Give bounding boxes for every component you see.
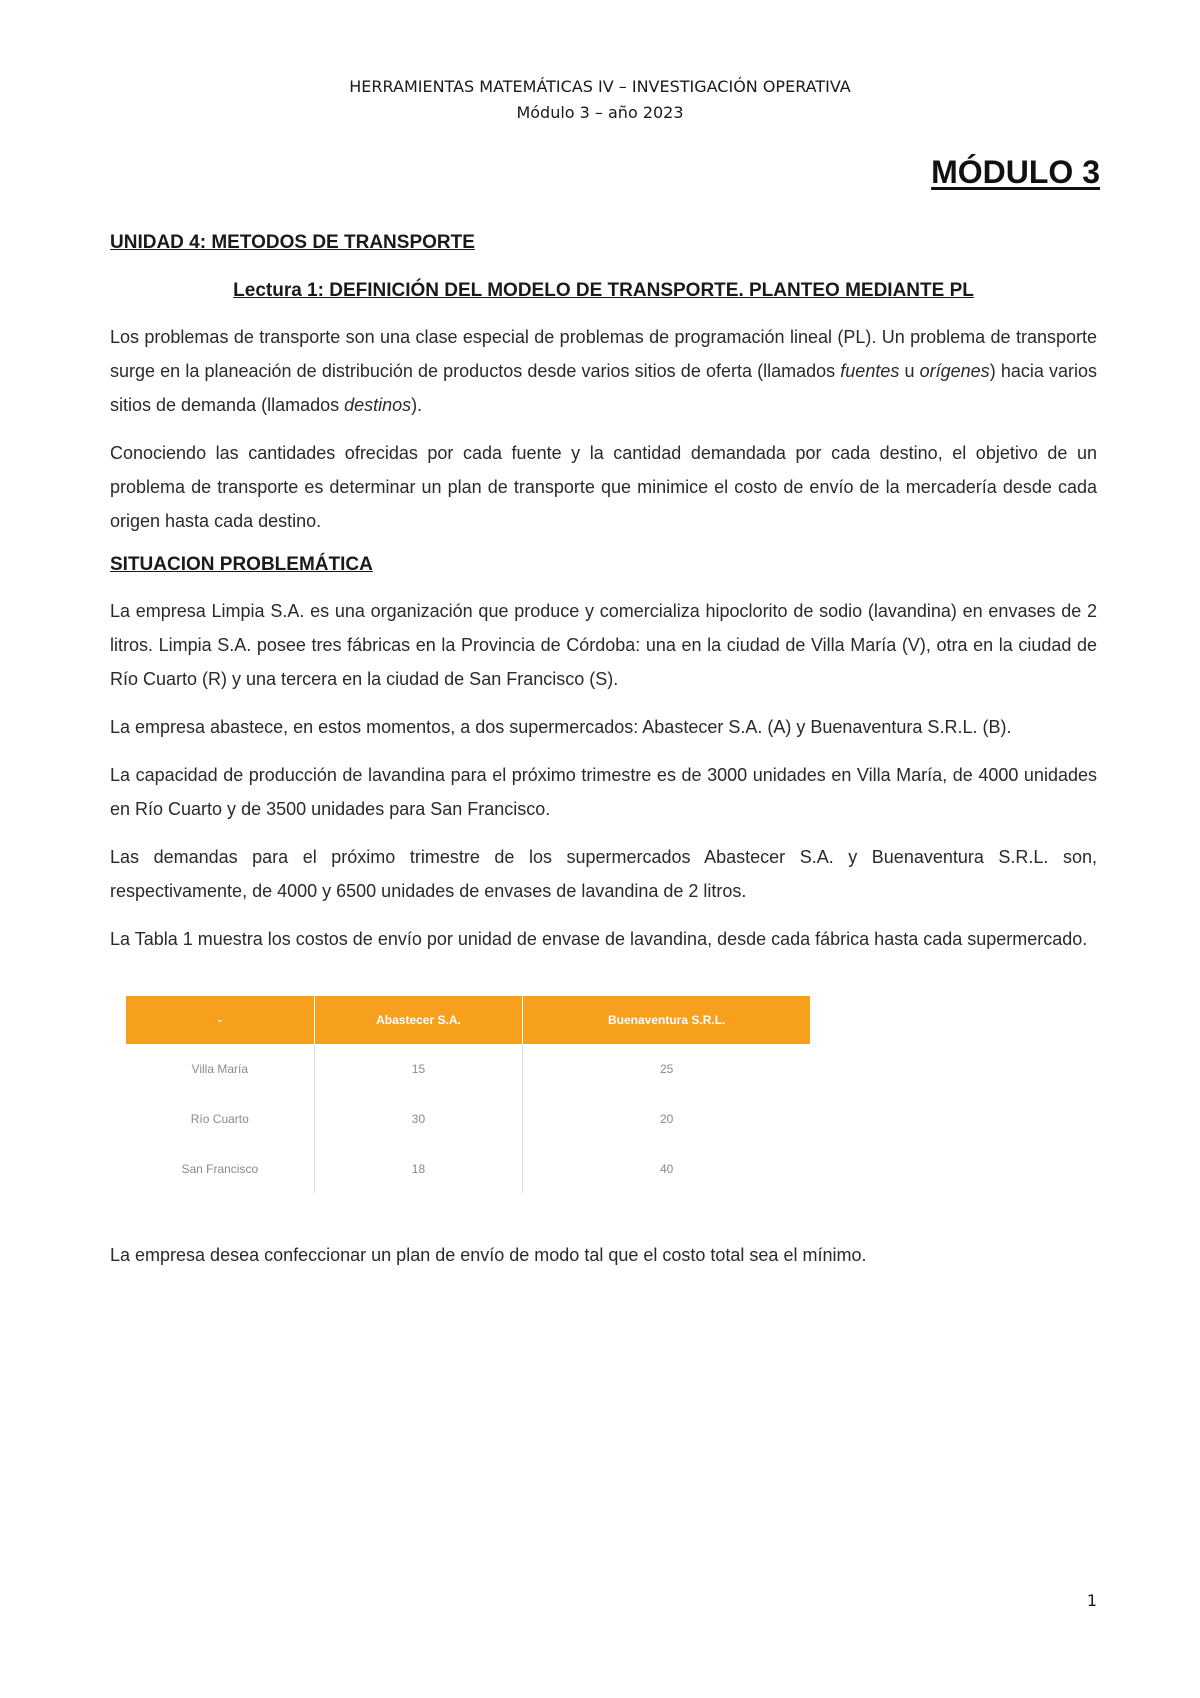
table-cell-origin: Río Cuarto xyxy=(126,1094,314,1144)
term-origenes: orígenes xyxy=(919,361,990,381)
table-header-corner: - xyxy=(126,996,314,1044)
table-cell-cost: 40 xyxy=(660,1162,674,1176)
term-fuentes: fuentes xyxy=(840,361,900,381)
table-cell-origin: San Francisco xyxy=(126,1144,314,1194)
closing-paragraph: La empresa desea confeccionar un plan de envío de modo tal que el costo total sea el mínimo. xyxy=(110,1245,867,1265)
table-cell-cost: 30 xyxy=(314,1094,523,1144)
document-body xyxy=(110,230,1097,1286)
table-header-abastecer: Abastecer S.A. xyxy=(314,996,523,1044)
table-cell-cost: 15 xyxy=(314,1044,523,1094)
table-row xyxy=(126,1044,810,1094)
situation-paragraph-4: Las demandas para el próximo trimestre de los supermercados Abastecer S.A. y Buenaventura S.R.L. son, respectivamente, de 4000 y 6500 unidades de envases de lavandina de 2 litros. xyxy=(110,847,1097,901)
situation-paragraph-2: La empresa abastece, en estos momentos, a dos supermercados: Abastecer S.A. (A) y Buenaventura S.R.L. (B). xyxy=(110,717,1012,737)
unit-title: UNIDAD 4: METODOS DE TRANSPORTE xyxy=(110,232,475,253)
table-header-row xyxy=(126,996,810,1044)
page-number: 1 xyxy=(1086,1591,1097,1610)
situation-title: SITUACION PROBLEMÁTICA xyxy=(110,554,373,575)
table-cell-origin: Villa María xyxy=(126,1044,314,1094)
table-cell-cost: 18 xyxy=(314,1144,523,1194)
header-course-title: HERRAMIENTAS MATEMÁTICAS IV – INVESTIGACIÓN OPERATIVA xyxy=(349,77,851,96)
situation-paragraph-5: La Tabla 1 muestra los costos de envío por unidad de envase de lavandina, desde cada fábrica hasta cada supermercado. xyxy=(110,929,1088,949)
module-title: MÓDULO 3 xyxy=(931,154,1100,190)
reading-title: Lectura 1: DEFINICIÓN DEL MODELO DE TRANSPORTE. PLANTEO MEDIANTE PL xyxy=(233,280,974,301)
table-cell-cost: 20 xyxy=(660,1112,674,1126)
term-destinos: destinos xyxy=(344,395,412,415)
header-module-year: Módulo 3 – año 2023 xyxy=(516,103,684,122)
table-header-buenaventura: Buenaventura S.R.L. xyxy=(523,996,810,1044)
situation-paragraph-3: La capacidad de producción de lavandina para el próximo trimestre es de 3000 unidades en Villa María, de 4000 unidades en Río Cuarto y de 3500 unidades para San Francisco. xyxy=(110,765,1097,819)
intro-paragraph-1: Los problemas de transporte son una clase especial de problemas de programación lineal (PL). Un problema de transporte surge en la planeación de distribución de productos desde varios sitios de oferta (llamados fuentes u orígenes) hacia varios sitios de demanda (llamados destinos). xyxy=(110,327,1097,415)
table-row xyxy=(126,1094,810,1144)
intro-paragraph-2: Conociendo las cantidades ofrecidas por cada fuente y la cantidad demandada por cada destino, el objetivo de un problema de transporte es determinar un plan de transporte que minimice el costo de envío de la mercadería desde cada origen hasta cada destino. xyxy=(110,443,1097,531)
table-cell-cost: 25 xyxy=(660,1062,674,1076)
cost-table-wrapper xyxy=(126,996,810,1194)
table-row xyxy=(126,1144,810,1194)
situation-paragraph-1: La empresa Limpia S.A. es una organización que produce y comercializa hipoclorito de sodio (lavandina) en envases de 2 litros. Limpia S.A. posee tres fábricas en la Provincia de Córdoba: una en la ciudad de Villa María (V), otra en la ciudad de Río Cuarto (R) y una tercera en la ciudad de San Francisco (S). xyxy=(110,601,1097,689)
page-header xyxy=(0,74,1200,126)
cost-table xyxy=(126,996,810,1194)
